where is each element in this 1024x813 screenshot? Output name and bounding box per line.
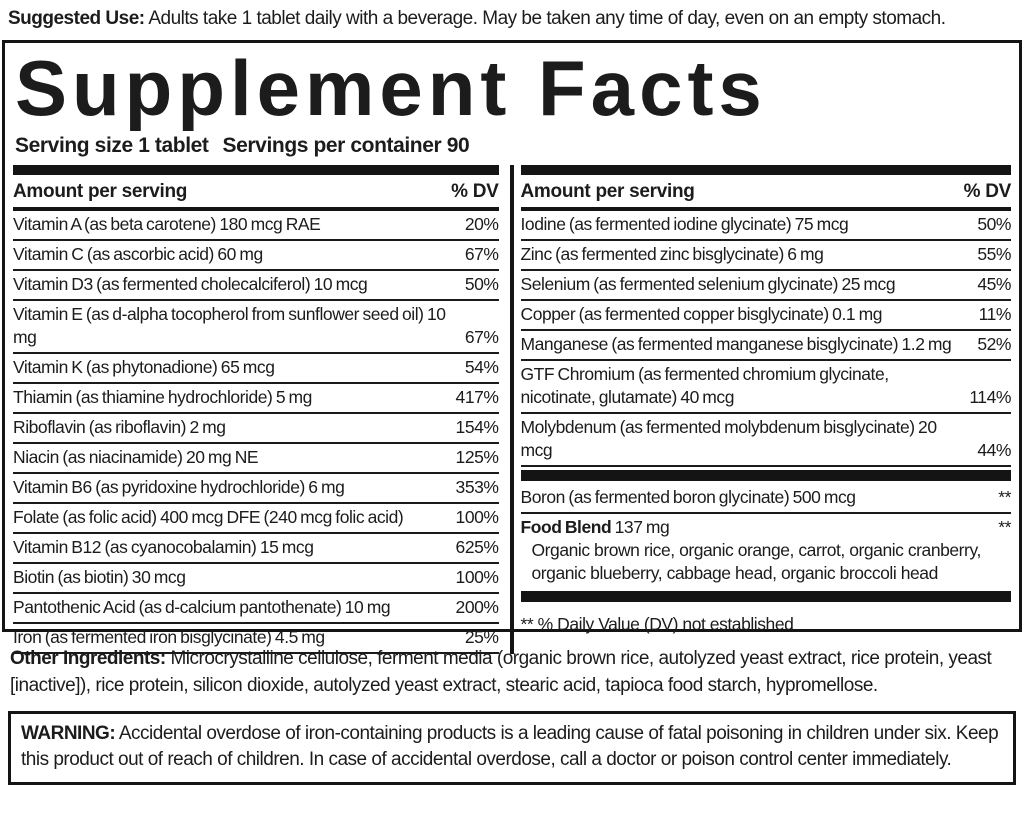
dv-value: ** xyxy=(998,517,1011,537)
nutrient-name: GTF Chromium (as fermented chromium glycinate, nicotinate, glutamate) 40 mcg xyxy=(520,364,889,407)
nutrient-name: Biotin (as biotin) 30 mcg xyxy=(13,567,186,587)
warning-label: WARNING: xyxy=(21,723,116,744)
dv-value: 11% xyxy=(978,304,1011,324)
nutrient-row xyxy=(13,241,499,271)
column-header xyxy=(13,175,499,211)
nutrient-name: Food Blend 137 mg xyxy=(520,517,670,537)
nutrient-row xyxy=(521,514,1012,588)
amount-header: Amount per serving xyxy=(520,181,695,202)
nutrient-row xyxy=(13,564,499,594)
dv-value: 417% xyxy=(455,387,499,407)
nutrient-row xyxy=(13,534,499,564)
servings-per-container: Servings per container 90 xyxy=(222,134,470,157)
nutrient-row xyxy=(13,474,499,504)
nutrient-name: Vitamin C (as ascorbic acid) 60 mg xyxy=(13,244,263,264)
nutrient-row xyxy=(521,414,1012,467)
warning-box xyxy=(8,711,1016,785)
nutrient-row xyxy=(521,301,1012,331)
column-top-bar xyxy=(521,165,1012,175)
nutrient-name: Niacin (as niacinamide) 20 mg NE xyxy=(13,447,259,467)
nutrient-name: Copper (as fermented copper bisglycinate) 0.1 mg xyxy=(520,304,882,324)
nutrient-row xyxy=(13,301,499,354)
amount-header: Amount per serving xyxy=(13,181,188,202)
dv-value: 67% xyxy=(464,327,499,347)
other-ingredients xyxy=(10,645,1014,699)
nutrient-name: Vitamin K (as phytonadione) 65 mcg xyxy=(13,357,275,377)
nutrient-row xyxy=(521,211,1012,241)
dv-value: 353% xyxy=(455,477,499,497)
nutrient-name: Thiamin (as thiamine hydrochloride) 5 mg xyxy=(13,387,312,407)
nutrient-row xyxy=(13,444,499,474)
dv-value: 100% xyxy=(455,507,499,527)
nutrient-name: Iron (as fermented iron bisglycinate) 4.5 mg xyxy=(13,627,325,647)
serving-size: Serving size 1 tablet xyxy=(15,134,209,157)
nutrient-name: Vitamin B6 (as pyridoxine hydrochloride) 6 mg xyxy=(13,477,345,497)
dv-footnote: ** % Daily Value (DV) not established xyxy=(520,614,794,634)
dv-value: 44% xyxy=(977,440,1011,460)
nutrient-name: Selenium (as fermented selenium glycinate) 25 mcg xyxy=(520,274,896,294)
serving-info xyxy=(15,134,1011,158)
nutrient-row xyxy=(521,271,1012,301)
nutrient-name-bold: Food Blend xyxy=(520,517,612,537)
other-ingredients-text: Microcrystalline cellulose, ferment media (organic brown rice, autolyzed yeast extract, rice protein, yeast [inactive]), rice protein, silicon dioxide, autolyzed yeast extract, stearic acid, tapioca food starch, hypromellose. xyxy=(10,648,992,696)
nutrient-row xyxy=(521,331,1012,361)
nutrient-name: Vitamin D3 (as fermented cholecalciferol) 10 mcg xyxy=(13,274,368,294)
nutrient-name: Folate (as folic acid) 400 mcg DFE (240 mcg folic acid) xyxy=(13,507,404,527)
dv-value: 50% xyxy=(464,274,499,294)
suggested-use-label: Suggested Use: xyxy=(8,8,145,29)
nutrient-name: Riboflavin (as riboflavin) 2 mg xyxy=(13,417,226,437)
nutrient-columns xyxy=(13,165,1011,654)
nutrient-column-left xyxy=(13,165,499,654)
dv-header: % DV xyxy=(963,181,1011,202)
nutrient-name: Zinc (as fermented zinc bisglycinate) 6 mg xyxy=(520,244,824,264)
dv-value: 100% xyxy=(455,567,499,587)
dv-value: 625% xyxy=(455,537,499,557)
dv-value: 45% xyxy=(977,274,1011,294)
column-header xyxy=(521,175,1012,211)
nutrient-name: Pantothenic Acid (as d-calcium pantothenate) 10 mg xyxy=(13,597,391,617)
nutrient-row xyxy=(521,484,1012,514)
dv-value: ** xyxy=(998,487,1011,507)
suggested-use xyxy=(0,0,1024,40)
nutrient-row xyxy=(13,354,499,384)
dv-value: 114% xyxy=(969,387,1011,407)
dv-value: 50% xyxy=(977,214,1011,234)
section-divider-bar xyxy=(521,470,1012,481)
nutrient-name: Boron (as fermented boron glycinate) 500 mcg xyxy=(520,487,856,507)
dv-value: 55% xyxy=(977,244,1011,264)
nutrient-name: Manganese (as fermented manganese bisglycinate) 1.2 mg xyxy=(520,334,952,354)
nutrient-name: Iodine (as fermented iodine glycinate) 75 mcg xyxy=(520,214,849,234)
dv-value: 154% xyxy=(455,417,499,437)
dv-value: 20% xyxy=(464,214,499,234)
nutrient-row xyxy=(13,414,499,444)
nutrient-row xyxy=(13,594,499,624)
nutrient-row xyxy=(13,384,499,414)
dv-value: 25% xyxy=(464,627,499,647)
nutrient-column-right xyxy=(521,165,1012,654)
section-divider-bar xyxy=(521,591,1012,602)
blend-sub-ingredients: Organic brown rice, organic orange, carrot, organic cranberry, organic blueberry, cabbage head, organic broccoli head xyxy=(531,540,981,583)
other-ingredients-label: Other Ingredients: xyxy=(10,648,166,669)
dv-value: 52% xyxy=(977,334,1011,354)
nutrient-row xyxy=(13,211,499,241)
nutrient-rows-left xyxy=(13,211,499,654)
nutrient-row xyxy=(13,504,499,534)
dv-header: % DV xyxy=(451,181,499,202)
nutrient-name: Vitamin A (as beta carotene) 180 mcg RAE xyxy=(13,214,321,234)
panel-title: Supplement Facts xyxy=(15,44,767,132)
nutrient-rows-right xyxy=(521,211,1012,640)
supplement-facts-panel xyxy=(2,40,1022,647)
nutrient-row xyxy=(13,271,499,301)
dv-value: 200% xyxy=(455,597,499,617)
dv-value: 54% xyxy=(464,357,499,377)
nutrient-name: Molybdenum (as fermented molybdenum bisglycinate) 20 mcg xyxy=(520,417,937,460)
dv-value: 67% xyxy=(464,244,499,264)
nutrient-row xyxy=(521,241,1012,271)
nutrient-name: Vitamin E (as d-alpha tocopherol from sunflower seed oil) 10 mg xyxy=(13,304,446,347)
dv-value: 125% xyxy=(455,447,499,467)
warning-text: Accidental overdose of iron-containing products is a leading cause of fatal poisoning in children under six. Keep this product out of reach of children. In case of accidental overdose, call a doctor or poison control center immediately. xyxy=(21,723,999,770)
suggested-use-text: Adults take 1 tablet daily with a beverage. May be taken any time of day, even on an empty stomach. xyxy=(144,8,946,29)
nutrient-row xyxy=(521,361,1012,414)
column-top-bar xyxy=(13,165,499,175)
column-divider xyxy=(510,165,514,654)
nutrient-name: Vitamin B12 (as cyanocobalamin) 15 mcg xyxy=(13,537,314,557)
